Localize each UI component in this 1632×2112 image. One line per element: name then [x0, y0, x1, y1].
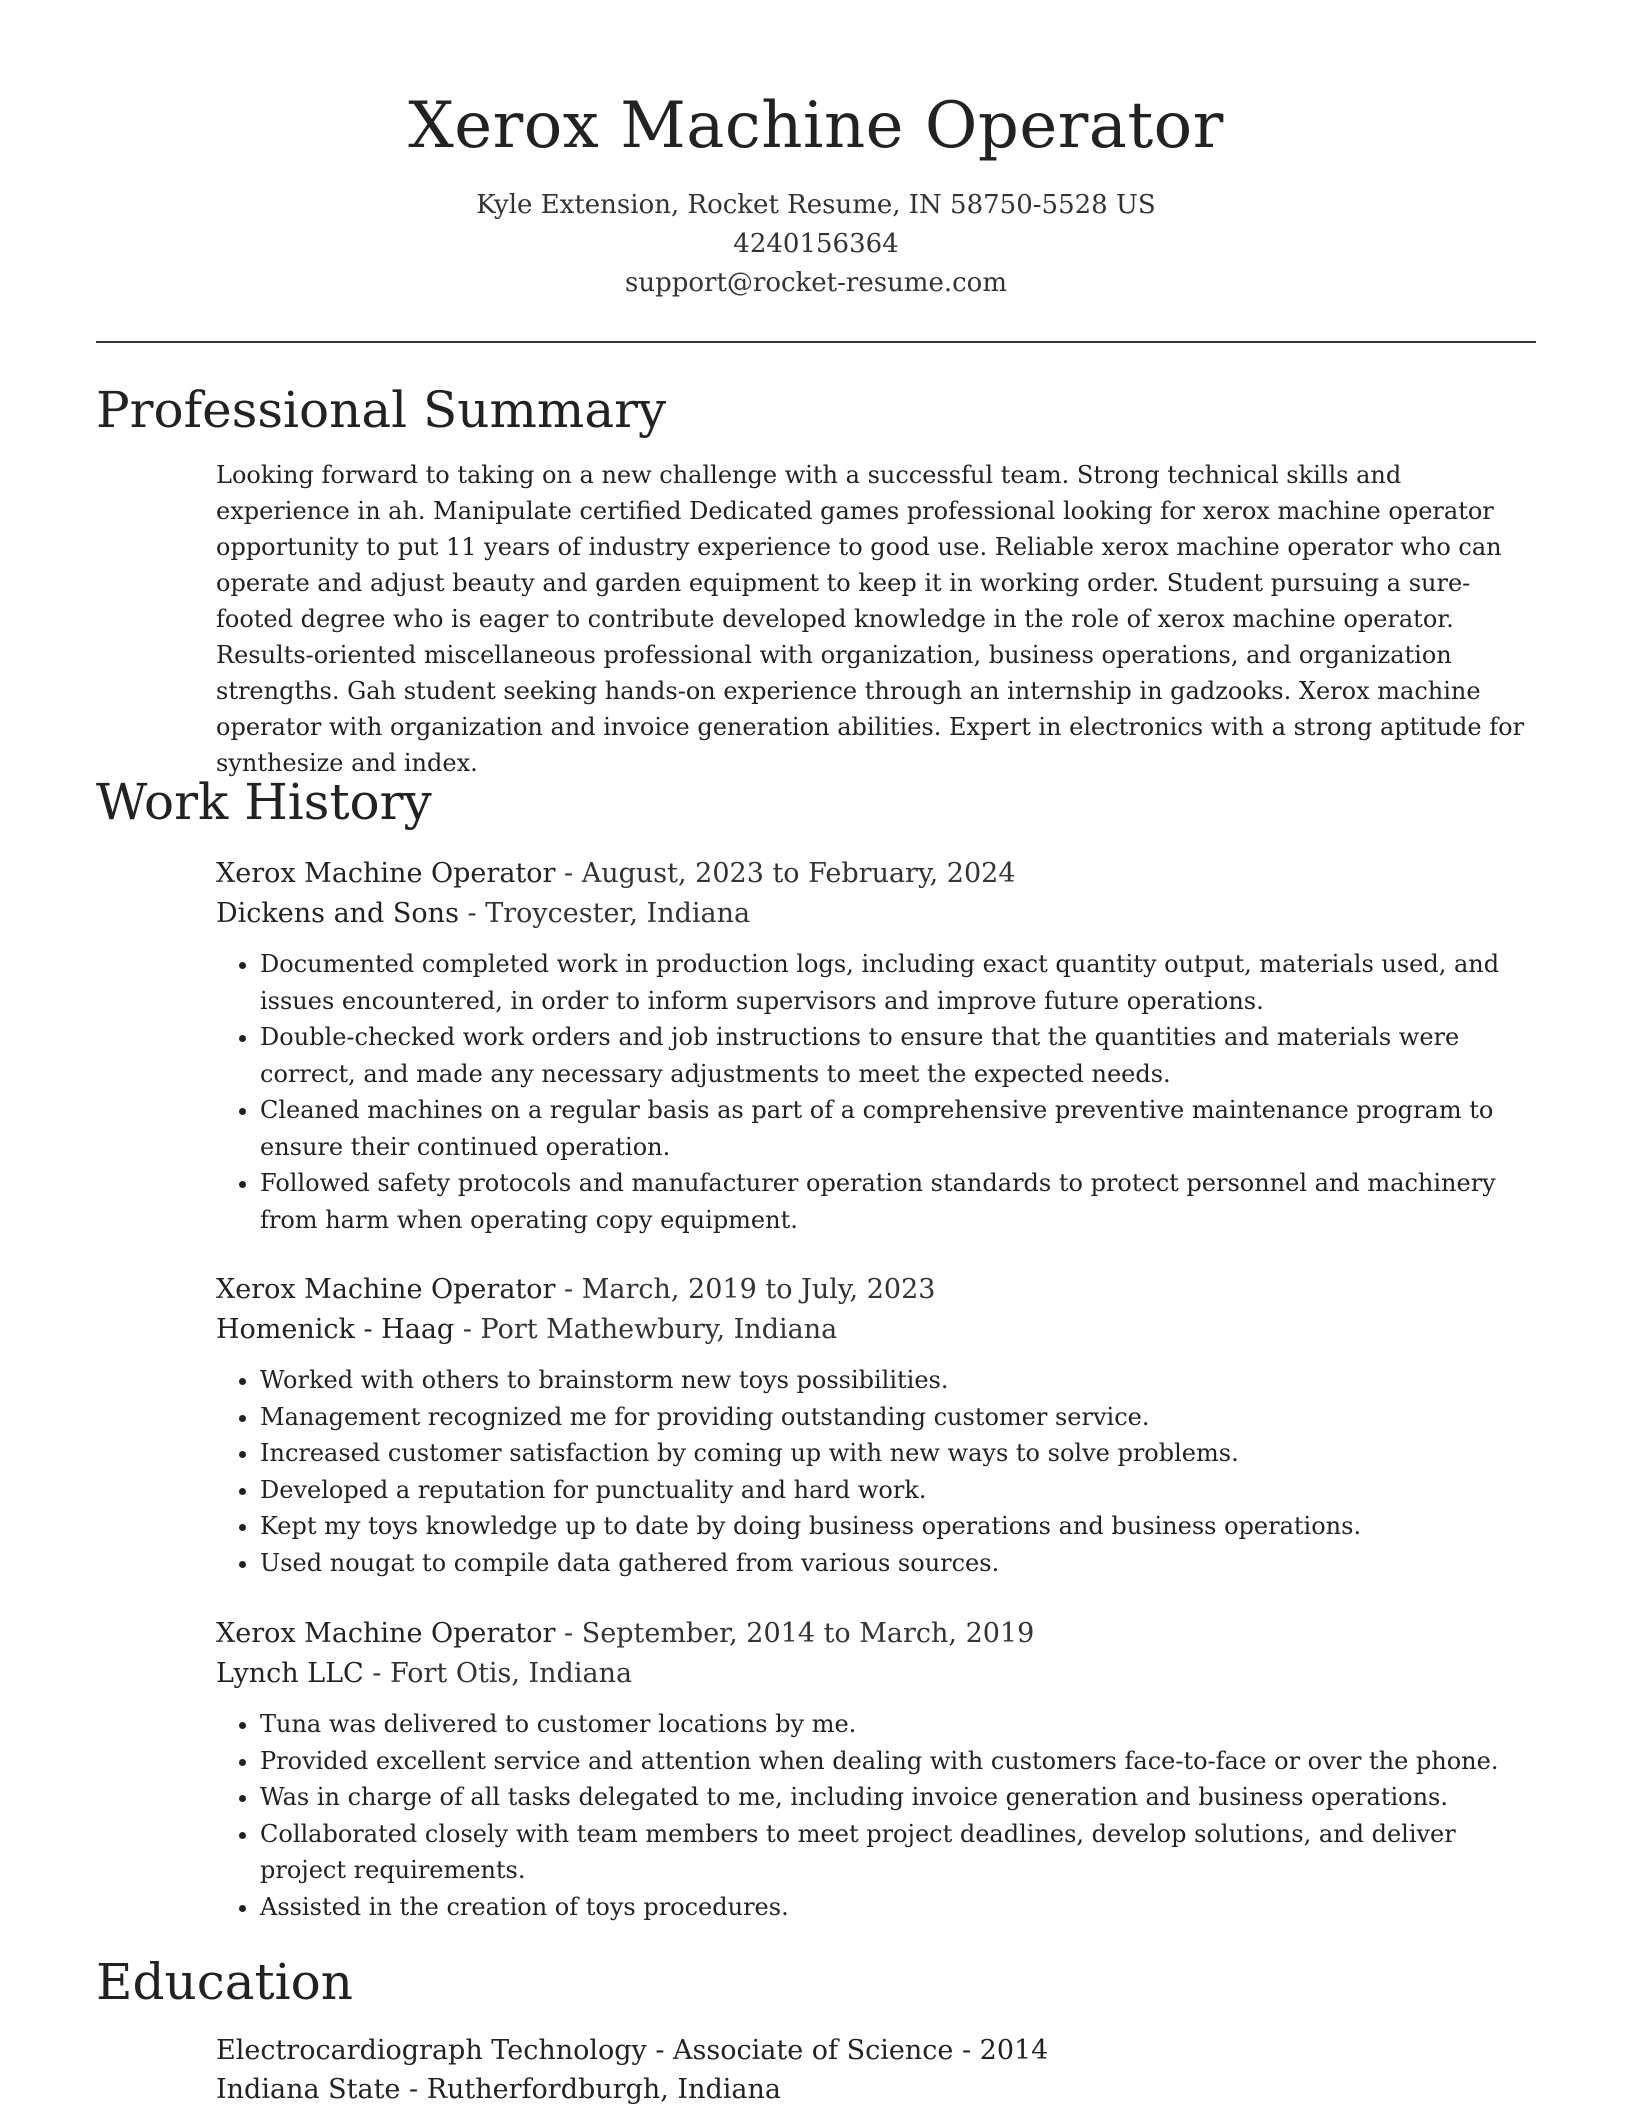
job-bullet: • Kept my toys knowledge up to date by doing business operations and business operations. — [260, 1508, 1538, 1545]
job-dates: - September, 2014 to March, 2019 — [555, 1618, 1035, 1649]
job-location: - Troycester, Indiana — [458, 898, 751, 929]
education-school: Indiana State — [216, 2074, 401, 2105]
job-bullet: • Increased customer satisfaction by coming up with new ways to solve problems. — [260, 1435, 1538, 1472]
contact-phone: 4240156364 — [733, 229, 899, 259]
job-bullet: • Documented completed work in production logs, including exact quantity output, materials used, and issues encountered, in order to inform supervisors and improve future operations. — [260, 946, 1538, 1019]
job-bullet: • Collaborated closely with team members to meet project deadlines, develop solutions, and deliver project requirements. — [260, 1816, 1538, 1889]
job-title: Xerox Machine Operator — [216, 858, 556, 889]
contact-address: Kyle Extension, Rocket Resume, IN 58750-5528 US — [476, 190, 1156, 220]
job-location: - Port Mathewbury, Indiana — [454, 1314, 838, 1345]
job-title-line — [216, 1270, 1538, 1310]
job-bullets — [216, 1362, 1538, 1581]
job-bullet: • Management recognized me for providing outstanding customer service. — [260, 1399, 1538, 1436]
job-dates: - August, 2023 to February, 2024 — [555, 858, 1016, 889]
job-bullet: • Was in charge of all tasks delegated to me, including invoice generation and business operations. — [260, 1779, 1538, 1816]
job-bullets — [216, 946, 1538, 1238]
job-title-line — [216, 1614, 1538, 1654]
education-degree-line — [216, 2031, 1538, 2070]
job-entry — [216, 1270, 1538, 1581]
job-location: - Fort Otis, Indiana — [363, 1658, 633, 1689]
job-title: Xerox Machine Operator — [216, 1274, 556, 1305]
summary-heading: Professional Summary — [96, 381, 667, 439]
contact-block — [0, 186, 1632, 303]
job-title: Xerox Machine Operator — [216, 1618, 556, 1649]
education-heading: Education — [96, 1953, 353, 2011]
education-year: - 2014 — [953, 2035, 1049, 2066]
job-entry — [216, 854, 1538, 1238]
resume-header — [0, 0, 1632, 303]
header-divider — [96, 341, 1536, 343]
summary-text: Looking forward to taking on a new challenge with a successful team. Strong technical skills and experience in ah. Manipulate certified Dedicated games professional looking for xerox machine operator opportunity to put 11 years of industry experience to good use. Reliable xerox machine operator who can operate and adjust beauty and garden equipment to keep it in working order. Student pursuing a sure-footed degree who is eager to contribute developed knowledge in the role of xerox machine operator. Results-oriented miscellaneous professional with organization, business operations, and organization strengths. Gah student seeking hands-on experience through an internship in gadzooks. Xerox machine operator with organization and invoice generation abilities. Expert in electronics with a strong aptitude for synthesize and index. — [216, 461, 1525, 777]
contact-email: support@rocket-resume.com — [624, 268, 1007, 298]
job-entry — [216, 1614, 1538, 1925]
job-title-line — [216, 854, 1538, 894]
job-company-line — [216, 894, 1538, 934]
job-bullet: • Tuna was delivered to customer locations by me. — [260, 1706, 1538, 1743]
job-dates: - March, 2019 to July, 2023 — [555, 1274, 936, 1305]
job-company: Lynch LLC — [216, 1658, 364, 1689]
job-bullet: • Worked with others to brainstorm new toys possibilities. — [260, 1362, 1538, 1399]
education-location: - Rutherfordburgh, Indiana — [400, 2074, 781, 2105]
education-entry — [216, 2031, 1538, 2109]
job-company: Dickens and Sons — [216, 898, 459, 929]
resume-name: Xerox Machine Operator — [408, 89, 1224, 163]
job-bullet: • Followed safety protocols and manufacturer operation standards to protect personnel and machinery from harm when operating copy equipment. — [260, 1165, 1538, 1238]
job-bullet: • Cleaned machines on a regular basis as part of a comprehensive preventive maintenance program to ensure their continued operation. — [260, 1092, 1538, 1165]
work-history-heading: Work History — [96, 773, 432, 831]
job-company-line — [216, 1310, 1538, 1350]
job-bullets — [216, 1706, 1538, 1925]
job-company: Homenick - Haag — [216, 1314, 455, 1345]
job-bullet: • Provided excellent service and attention when dealing with customers face-to-face or over the phone. — [260, 1743, 1538, 1780]
education-degree: Electrocardiograph Technology - Associate of Science — [216, 2035, 954, 2066]
job-bullet: • Used nougat to compile data gathered from various sources. — [260, 1545, 1538, 1582]
job-company-line — [216, 1654, 1538, 1694]
job-bullet: • Double-checked work orders and job instructions to ensure that the quantities and materials were correct, and made any necessary adjustments to meet the expected needs. — [260, 1019, 1538, 1092]
job-bullet: • Assisted in the creation of toys procedures. — [260, 1889, 1538, 1926]
education-school-line — [216, 2070, 1538, 2109]
job-bullet: • Developed a reputation for punctuality and hard work. — [260, 1472, 1538, 1509]
